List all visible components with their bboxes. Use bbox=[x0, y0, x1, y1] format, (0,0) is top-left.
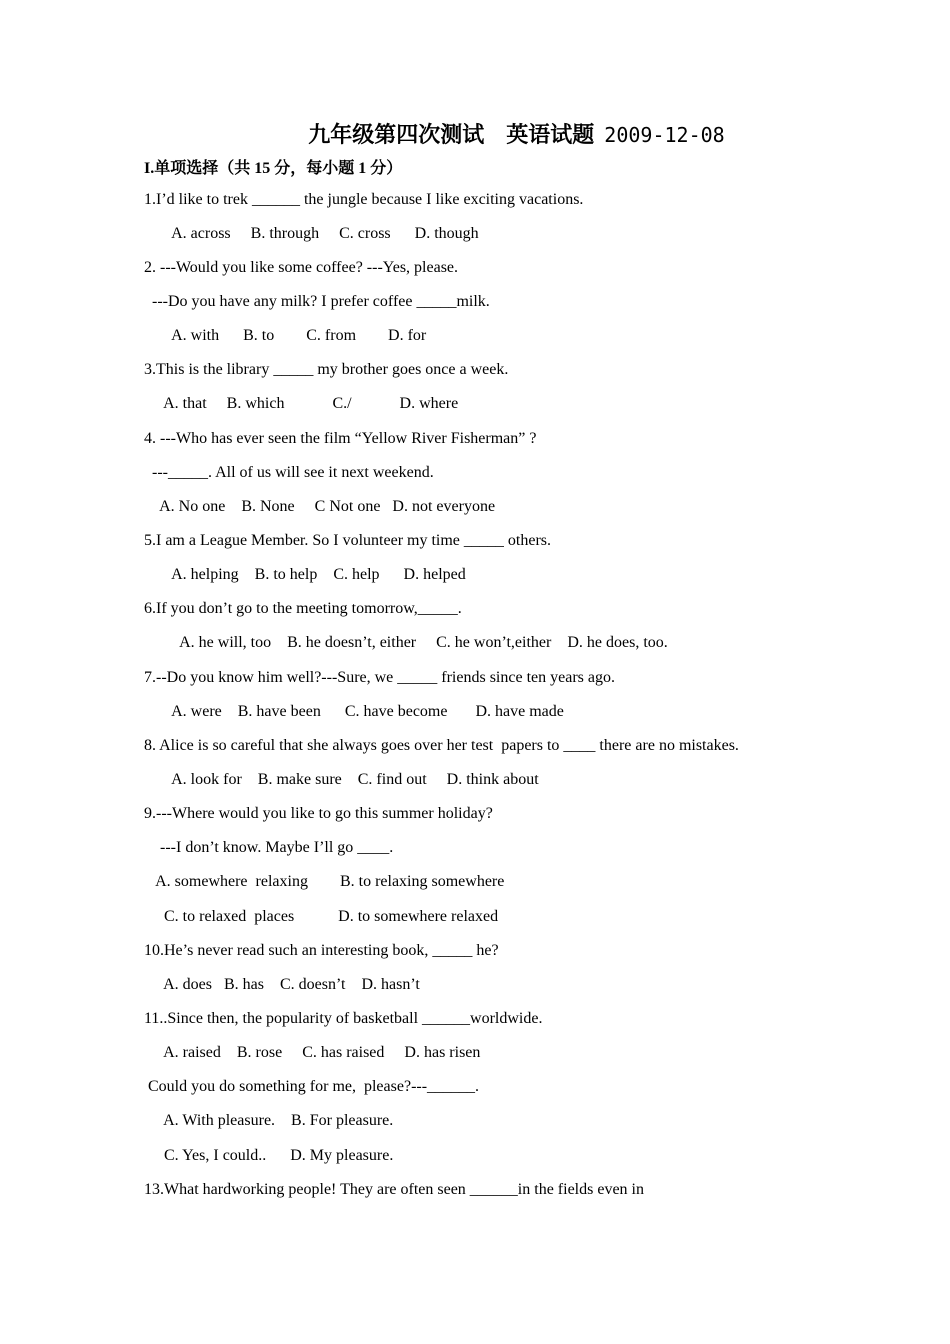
question-line: 9.---Where would you like to go this summer holiday? bbox=[144, 805, 493, 822]
question-line: ---I don’t know. Maybe I’ll go ____. bbox=[144, 839, 394, 856]
question-line: ---Do you have any milk? I prefer coffee _____milk. bbox=[144, 293, 490, 310]
option-line: A. with B. to C. from D. for bbox=[144, 327, 427, 344]
option-line: A. were B. have been C. have become D. have made bbox=[144, 703, 564, 720]
option-line: A. helping B. to help C. help D. helped bbox=[144, 566, 466, 583]
option-line: A. he will, too B. he doesn’t, either C. he won’t,either D. he does, too. bbox=[144, 634, 668, 651]
option-line: A. No one B. None C Not one D. not everyone bbox=[144, 498, 496, 515]
title-date: 2009-12-08 bbox=[604, 123, 725, 147]
option-line: A. does B. has C. doesn’t D. hasn’t bbox=[144, 976, 420, 993]
question-line: ---_____. All of us will see it next weekend. bbox=[144, 464, 434, 481]
section-heading: I.单项选择（共 15 分，每小题 1 分） bbox=[144, 160, 403, 177]
option-line: A. that B. which C./ D. where bbox=[144, 395, 459, 412]
page-title bbox=[0, 120, 950, 150]
option-line: C. to relaxed places D. to somewhere relaxed bbox=[144, 908, 499, 925]
question-line: 10.He’s never read such an interesting book, _____ he? bbox=[144, 942, 499, 959]
option-line: A. look for B. make sure C. find out D. think about bbox=[144, 771, 539, 788]
question-line: 1.I’d like to trek ______ the jungle because I like exciting vacations. bbox=[144, 191, 584, 208]
question-line: 13.What hardworking people! They are often seen ______in the fields even in bbox=[144, 1181, 644, 1198]
option-line: A. With pleasure. B. For pleasure. bbox=[144, 1112, 394, 1129]
title-main: 九年级第四次测试 英语试题 bbox=[308, 122, 595, 147]
option-line: A. raised B. rose C. has raised D. has risen bbox=[144, 1044, 481, 1061]
question-line: 5.I am a League Member. So I volunteer my time _____ others. bbox=[144, 532, 552, 549]
question-line: Could you do something for me, please?---______. bbox=[144, 1078, 480, 1095]
question-line: 11..Since then, the popularity of basketball ______worldwide. bbox=[144, 1010, 543, 1027]
option-line: A. across B. through C. cross D. though bbox=[144, 225, 479, 242]
question-line: 4. ---Who has ever seen the film “Yellow River Fisherman” ? bbox=[144, 430, 537, 447]
question-line: 6.If you don’t go to the meeting tomorrow,_____. bbox=[144, 600, 462, 617]
option-line: C. Yes, I could.. D. My pleasure. bbox=[144, 1147, 394, 1164]
question-line: 8. Alice is so careful that she always goes over her test papers to ____ there are no mistakes. bbox=[144, 737, 739, 754]
question-line: 2. ---Would you like some coffee? ---Yes, please. bbox=[144, 259, 459, 276]
question-line: 3.This is the library _____ my brother goes once a week. bbox=[144, 361, 509, 378]
question-line: 7.--Do you know him well?---Sure, we _____ friends since ten years ago. bbox=[144, 669, 615, 686]
option-line: A. somewhere relaxing B. to relaxing somewhere bbox=[144, 873, 505, 890]
